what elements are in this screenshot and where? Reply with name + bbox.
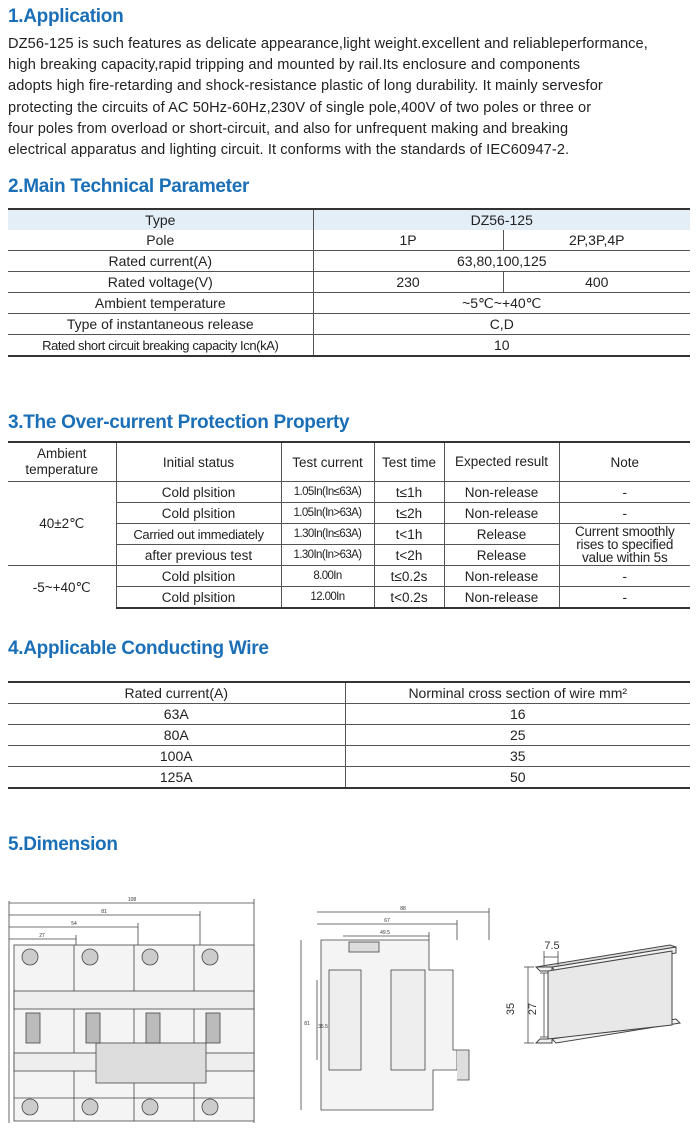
- note-cell: -: [559, 482, 690, 503]
- current-cell: 12.00In: [281, 587, 374, 609]
- wire-section: 50: [345, 767, 690, 789]
- result-cell: Release: [444, 524, 559, 545]
- ambient-temp-cell: 40±2℃: [8, 482, 116, 566]
- note-cell: -: [559, 587, 690, 609]
- note-cell: -: [559, 566, 690, 587]
- paragraph-line: electrical apparatus and lighting circuit. It conforms with the standards of IEC60947-2.: [8, 142, 570, 159]
- current-cell: 1.30In(In>63A): [281, 545, 374, 566]
- param-label: Rated voltage(V): [8, 272, 313, 293]
- param-label: Rated current(A): [8, 251, 313, 272]
- section-title-technical: 2.Main Technical Parameter: [8, 176, 250, 197]
- result-cell: Non-release: [444, 587, 559, 609]
- header-current: Test current: [281, 442, 374, 482]
- table-row: [8, 293, 690, 314]
- dim-label: 81: [101, 909, 107, 915]
- paragraph-line: adopts high fire-retarding and shock-resistance plastic of long durability. It mainly servesfor: [8, 78, 603, 95]
- param-label: Pole: [8, 230, 313, 251]
- initial-cell: Cold plsition: [116, 503, 281, 524]
- technical-parameter-table: [8, 208, 690, 357]
- header-note: Note: [559, 442, 690, 482]
- initial-cell: after previous test: [116, 545, 281, 566]
- current-cell: 1.05In(In>63A): [281, 503, 374, 524]
- dim-label: 27: [527, 1002, 539, 1016]
- paragraph-line: four poles from overload or short-circuit, and also for unfrequent making and breaking: [8, 120, 569, 137]
- section-title-overcurrent: 3.The Over-current Protection Property: [8, 412, 350, 433]
- dim-label: 49.5: [380, 930, 390, 936]
- header-expected: Expected result: [444, 442, 559, 482]
- table-row: [8, 746, 690, 767]
- header-ambient: Ambient temperature: [8, 442, 116, 482]
- wire-table: [8, 681, 690, 789]
- current-cell: 1.05In(In≤63A): [281, 482, 374, 503]
- initial-cell: Carried out immediately: [116, 524, 281, 545]
- time-cell: t<0.2s: [374, 587, 444, 609]
- dim-label: 35: [505, 1002, 517, 1016]
- section-title-dimension: 5.Dimension: [8, 834, 118, 855]
- initial-cell: Cold plsition: [116, 587, 281, 609]
- time-cell: t≤0.2s: [374, 566, 444, 587]
- wire-section: 16: [345, 704, 690, 725]
- dim-label: 7.5: [544, 940, 560, 952]
- param-value: C,D: [313, 314, 690, 335]
- side-view-drawing: [293, 900, 498, 1126]
- table-row: [8, 482, 690, 503]
- wire-current: 63A: [8, 704, 345, 725]
- param-value: 63,80,100,125: [313, 251, 690, 272]
- wire-current: 80A: [8, 725, 345, 746]
- paragraph-line: DZ56-125 is such features as delicate appearance,light weight.excellent and reliableperformance,: [8, 36, 648, 52]
- param-value: 2P,3P,4P: [503, 230, 690, 251]
- note-cell: Current smoothly rises to specified value within 5s: [559, 524, 690, 566]
- table-row: [8, 230, 690, 251]
- param-value: 400: [503, 272, 690, 293]
- dim-label: 27: [39, 933, 45, 939]
- current-cell: 1.30In(In≤63A): [281, 524, 374, 545]
- table-row: [8, 767, 690, 789]
- param-label: Rated short circuit breaking capacity Icn(kA): [8, 335, 313, 357]
- time-cell: t≤2h: [374, 503, 444, 524]
- wire-current: 100A: [8, 746, 345, 767]
- table-row: [8, 314, 690, 335]
- param-value: 1P: [313, 230, 503, 251]
- param-label: Type: [8, 209, 313, 230]
- table-row: [8, 566, 690, 587]
- param-label: Type of instantaneous release: [8, 314, 313, 335]
- param-value: 230: [313, 272, 503, 293]
- wire-section: 35: [345, 746, 690, 767]
- time-cell: t<1h: [374, 524, 444, 545]
- front-view-drawing: [6, 893, 264, 1129]
- dim-label: 88: [400, 906, 406, 912]
- header-time: Test time: [374, 442, 444, 482]
- time-cell: t<2h: [374, 545, 444, 566]
- param-value: 10: [313, 335, 690, 357]
- param-value: DZ56-125: [313, 209, 690, 230]
- param-label: Ambient temperature: [8, 293, 313, 314]
- wire-section: 25: [345, 725, 690, 746]
- ambient-temp-cell: -5~+40℃: [8, 566, 116, 609]
- wire-current: 125A: [8, 767, 345, 789]
- table-row: [8, 272, 690, 293]
- table-row: [8, 725, 690, 746]
- header-cross-section: Norminal cross section of wire mm²: [345, 682, 690, 704]
- param-value: ~5℃~+40℃: [313, 293, 690, 314]
- dim-label: 108: [127, 897, 137, 903]
- initial-cell: Cold plsition: [116, 482, 281, 503]
- paragraph-line: high breaking capacity,rapid tripping and mounted by rail.Its enclosure and components: [8, 57, 581, 74]
- application-paragraph: [8, 34, 696, 161]
- dim-label: 81: [304, 1021, 310, 1027]
- section-title-wire: 4.Applicable Conducting Wire: [8, 638, 269, 659]
- table-row: [8, 209, 690, 230]
- section-title-application: 1.Application: [8, 6, 124, 27]
- overcurrent-table: [8, 441, 690, 609]
- note-cell: -: [559, 503, 690, 524]
- table-header-row: [8, 682, 690, 704]
- table-row: [8, 251, 690, 272]
- paragraph-line: protecting the circuits of AC 50Hz-60Hz,230V of single pole,400V of two poles or three or: [8, 99, 592, 116]
- table-row: [8, 704, 690, 725]
- dim-label: 67: [384, 918, 390, 924]
- table-row: [8, 335, 690, 357]
- table-header-row: [8, 442, 690, 482]
- result-cell: Non-release: [444, 482, 559, 503]
- current-cell: 8.00In: [281, 566, 374, 587]
- result-cell: Non-release: [444, 566, 559, 587]
- result-cell: Release: [444, 545, 559, 566]
- initial-cell: Cold plsition: [116, 566, 281, 587]
- dim-label: 35.5: [318, 1024, 328, 1030]
- header-initial: Initial status: [116, 442, 281, 482]
- din-rail-drawing: [500, 935, 694, 1065]
- result-cell: Non-release: [444, 503, 559, 524]
- time-cell: t≤1h: [374, 482, 444, 503]
- header-rated-current: Rated current(A): [8, 682, 345, 704]
- dim-label: 54: [71, 921, 77, 927]
